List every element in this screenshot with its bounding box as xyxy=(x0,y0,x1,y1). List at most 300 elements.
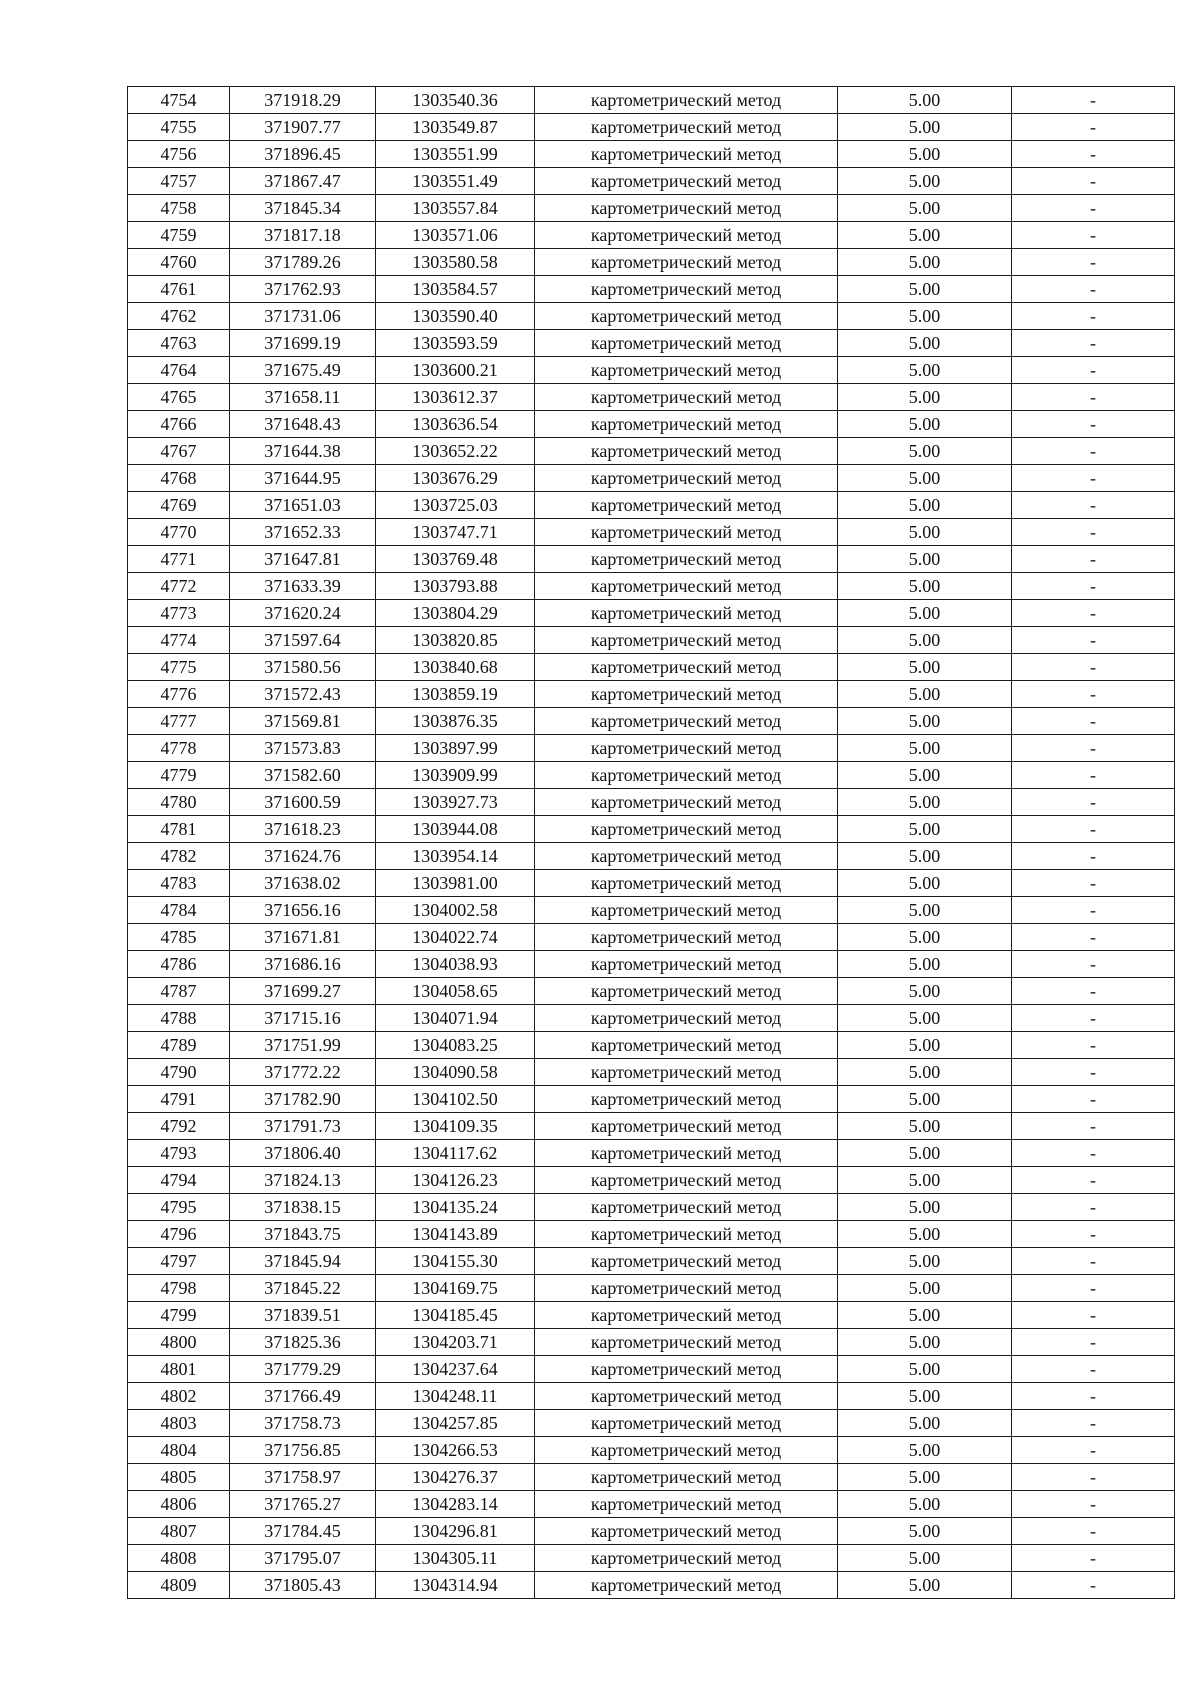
x-coordinate-cell: 371699.27 xyxy=(230,978,376,1005)
x-coordinate-cell: 371806.40 xyxy=(230,1140,376,1167)
note-cell: - xyxy=(1012,249,1175,276)
point-number-cell: 4772 xyxy=(128,573,230,600)
table-row xyxy=(128,1059,1175,1086)
x-coordinate-cell: 371620.24 xyxy=(230,600,376,627)
method-cell: картометрический метод xyxy=(535,330,838,357)
point-number-cell: 4774 xyxy=(128,627,230,654)
note-cell: - xyxy=(1012,978,1175,1005)
y-coordinate-cell: 1303927.73 xyxy=(376,789,535,816)
y-coordinate-cell: 1303676.29 xyxy=(376,465,535,492)
point-number-cell: 4789 xyxy=(128,1032,230,1059)
method-cell: картометрический метод xyxy=(535,1329,838,1356)
note-cell: - xyxy=(1012,708,1175,735)
note-cell: - xyxy=(1012,843,1175,870)
note-cell: - xyxy=(1012,1464,1175,1491)
table-row xyxy=(128,951,1175,978)
point-number-cell: 4799 xyxy=(128,1302,230,1329)
table-row xyxy=(128,843,1175,870)
point-number-cell: 4765 xyxy=(128,384,230,411)
note-cell: - xyxy=(1012,1248,1175,1275)
note-cell: - xyxy=(1012,114,1175,141)
accuracy-cell: 5.00 xyxy=(838,1464,1012,1491)
x-coordinate-cell: 371765.27 xyxy=(230,1491,376,1518)
note-cell: - xyxy=(1012,1302,1175,1329)
point-number-cell: 4797 xyxy=(128,1248,230,1275)
note-cell: - xyxy=(1012,330,1175,357)
x-coordinate-cell: 371758.97 xyxy=(230,1464,376,1491)
x-coordinate-cell: 371638.02 xyxy=(230,870,376,897)
y-coordinate-cell: 1303636.54 xyxy=(376,411,535,438)
note-cell: - xyxy=(1012,654,1175,681)
table-row xyxy=(128,1464,1175,1491)
x-coordinate-cell: 371766.49 xyxy=(230,1383,376,1410)
x-coordinate-cell: 371758.73 xyxy=(230,1410,376,1437)
table-row xyxy=(128,1491,1175,1518)
method-cell: картометрический метод xyxy=(535,627,838,654)
method-cell: картометрический метод xyxy=(535,681,838,708)
x-coordinate-cell: 371805.43 xyxy=(230,1572,376,1599)
y-coordinate-cell: 1304305.11 xyxy=(376,1545,535,1572)
method-cell: картометрический метод xyxy=(535,897,838,924)
table-row xyxy=(128,1275,1175,1302)
point-number-cell: 4793 xyxy=(128,1140,230,1167)
note-cell: - xyxy=(1012,897,1175,924)
point-number-cell: 4758 xyxy=(128,195,230,222)
table-row xyxy=(128,141,1175,168)
accuracy-cell: 5.00 xyxy=(838,1545,1012,1572)
method-cell: картометрический метод xyxy=(535,1194,838,1221)
accuracy-cell: 5.00 xyxy=(838,735,1012,762)
accuracy-cell: 5.00 xyxy=(838,1329,1012,1356)
y-coordinate-cell: 1303954.14 xyxy=(376,843,535,870)
note-cell: - xyxy=(1012,1275,1175,1302)
point-number-cell: 4760 xyxy=(128,249,230,276)
method-cell: картометрический метод xyxy=(535,1221,838,1248)
y-coordinate-cell: 1304248.11 xyxy=(376,1383,535,1410)
x-coordinate-cell: 371789.26 xyxy=(230,249,376,276)
point-number-cell: 4761 xyxy=(128,276,230,303)
x-coordinate-cell: 371756.85 xyxy=(230,1437,376,1464)
note-cell: - xyxy=(1012,276,1175,303)
note-cell: - xyxy=(1012,465,1175,492)
accuracy-cell: 5.00 xyxy=(838,897,1012,924)
accuracy-cell: 5.00 xyxy=(838,600,1012,627)
y-coordinate-cell: 1304169.75 xyxy=(376,1275,535,1302)
y-coordinate-cell: 1304071.94 xyxy=(376,1005,535,1032)
x-coordinate-cell: 371762.93 xyxy=(230,276,376,303)
note-cell: - xyxy=(1012,195,1175,222)
table-row xyxy=(128,519,1175,546)
y-coordinate-cell: 1304185.45 xyxy=(376,1302,535,1329)
note-cell: - xyxy=(1012,1086,1175,1113)
accuracy-cell: 5.00 xyxy=(838,1572,1012,1599)
x-coordinate-cell: 371867.47 xyxy=(230,168,376,195)
note-cell: - xyxy=(1012,627,1175,654)
accuracy-cell: 5.00 xyxy=(838,1356,1012,1383)
table-row xyxy=(128,492,1175,519)
method-cell: картометрический метод xyxy=(535,1356,838,1383)
accuracy-cell: 5.00 xyxy=(838,1383,1012,1410)
point-number-cell: 4779 xyxy=(128,762,230,789)
point-number-cell: 4773 xyxy=(128,600,230,627)
x-coordinate-cell: 371751.99 xyxy=(230,1032,376,1059)
y-coordinate-cell: 1303590.40 xyxy=(376,303,535,330)
x-coordinate-cell: 371699.19 xyxy=(230,330,376,357)
table-row xyxy=(128,897,1175,924)
y-coordinate-cell: 1304022.74 xyxy=(376,924,535,951)
note-cell: - xyxy=(1012,816,1175,843)
x-coordinate-cell: 371779.29 xyxy=(230,1356,376,1383)
point-number-cell: 4800 xyxy=(128,1329,230,1356)
table-row xyxy=(128,1410,1175,1437)
note-cell: - xyxy=(1012,1491,1175,1518)
method-cell: картометрический метод xyxy=(535,141,838,168)
y-coordinate-cell: 1304135.24 xyxy=(376,1194,535,1221)
table-row xyxy=(128,978,1175,1005)
y-coordinate-cell: 1304266.53 xyxy=(376,1437,535,1464)
point-number-cell: 4782 xyxy=(128,843,230,870)
method-cell: картометрический метод xyxy=(535,357,838,384)
method-cell: картометрический метод xyxy=(535,492,838,519)
x-coordinate-cell: 371795.07 xyxy=(230,1545,376,1572)
y-coordinate-cell: 1303725.03 xyxy=(376,492,535,519)
table-row xyxy=(128,438,1175,465)
accuracy-cell: 5.00 xyxy=(838,951,1012,978)
method-cell: картометрический метод xyxy=(535,1302,838,1329)
note-cell: - xyxy=(1012,600,1175,627)
x-coordinate-cell: 371918.29 xyxy=(230,87,376,114)
point-number-cell: 4801 xyxy=(128,1356,230,1383)
point-number-cell: 4798 xyxy=(128,1275,230,1302)
y-coordinate-cell: 1303804.29 xyxy=(376,600,535,627)
y-coordinate-cell: 1304109.35 xyxy=(376,1113,535,1140)
accuracy-cell: 5.00 xyxy=(838,681,1012,708)
table-row xyxy=(128,627,1175,654)
y-coordinate-cell: 1303909.99 xyxy=(376,762,535,789)
x-coordinate-cell: 371845.22 xyxy=(230,1275,376,1302)
note-cell: - xyxy=(1012,735,1175,762)
x-coordinate-cell: 371656.16 xyxy=(230,897,376,924)
x-coordinate-cell: 371633.39 xyxy=(230,573,376,600)
table-row xyxy=(128,573,1175,600)
y-coordinate-cell: 1304058.65 xyxy=(376,978,535,1005)
accuracy-cell: 5.00 xyxy=(838,843,1012,870)
point-number-cell: 4806 xyxy=(128,1491,230,1518)
y-coordinate-cell: 1303820.85 xyxy=(376,627,535,654)
table-row xyxy=(128,816,1175,843)
method-cell: картометрический метод xyxy=(535,168,838,195)
table-row xyxy=(128,222,1175,249)
x-coordinate-cell: 371839.51 xyxy=(230,1302,376,1329)
y-coordinate-cell: 1303876.35 xyxy=(376,708,535,735)
table-row xyxy=(128,276,1175,303)
note-cell: - xyxy=(1012,1059,1175,1086)
x-coordinate-cell: 371618.23 xyxy=(230,816,376,843)
method-cell: картометрический метод xyxy=(535,114,838,141)
table-row xyxy=(128,195,1175,222)
y-coordinate-cell: 1303897.99 xyxy=(376,735,535,762)
y-coordinate-cell: 1304002.58 xyxy=(376,897,535,924)
accuracy-cell: 5.00 xyxy=(838,627,1012,654)
y-coordinate-cell: 1303769.48 xyxy=(376,546,535,573)
point-number-cell: 4792 xyxy=(128,1113,230,1140)
method-cell: картометрический метод xyxy=(535,411,838,438)
table-row xyxy=(128,1545,1175,1572)
method-cell: картометрический метод xyxy=(535,735,838,762)
x-coordinate-cell: 371731.06 xyxy=(230,303,376,330)
accuracy-cell: 5.00 xyxy=(838,870,1012,897)
note-cell: - xyxy=(1012,789,1175,816)
method-cell: картометрический метод xyxy=(535,1275,838,1302)
note-cell: - xyxy=(1012,492,1175,519)
y-coordinate-cell: 1304257.85 xyxy=(376,1410,535,1437)
accuracy-cell: 5.00 xyxy=(838,168,1012,195)
y-coordinate-cell: 1303981.00 xyxy=(376,870,535,897)
method-cell: картометрический метод xyxy=(535,87,838,114)
table-row xyxy=(128,465,1175,492)
y-coordinate-cell: 1304296.81 xyxy=(376,1518,535,1545)
point-number-cell: 4805 xyxy=(128,1464,230,1491)
y-coordinate-cell: 1303580.58 xyxy=(376,249,535,276)
table-row xyxy=(128,1437,1175,1464)
table-row xyxy=(128,1356,1175,1383)
point-number-cell: 4777 xyxy=(128,708,230,735)
table-row xyxy=(128,924,1175,951)
table-row xyxy=(128,249,1175,276)
accuracy-cell: 5.00 xyxy=(838,708,1012,735)
accuracy-cell: 5.00 xyxy=(838,789,1012,816)
x-coordinate-cell: 371580.56 xyxy=(230,654,376,681)
accuracy-cell: 5.00 xyxy=(838,573,1012,600)
accuracy-cell: 5.00 xyxy=(838,1059,1012,1086)
note-cell: - xyxy=(1012,303,1175,330)
accuracy-cell: 5.00 xyxy=(838,249,1012,276)
x-coordinate-cell: 371791.73 xyxy=(230,1113,376,1140)
accuracy-cell: 5.00 xyxy=(838,384,1012,411)
method-cell: картометрический метод xyxy=(535,843,838,870)
point-number-cell: 4771 xyxy=(128,546,230,573)
y-coordinate-cell: 1303652.22 xyxy=(376,438,535,465)
note-cell: - xyxy=(1012,438,1175,465)
note-cell: - xyxy=(1012,1518,1175,1545)
y-coordinate-cell: 1304090.58 xyxy=(376,1059,535,1086)
method-cell: картометрический метод xyxy=(535,573,838,600)
note-cell: - xyxy=(1012,1113,1175,1140)
point-number-cell: 4784 xyxy=(128,897,230,924)
point-number-cell: 4796 xyxy=(128,1221,230,1248)
table-row xyxy=(128,303,1175,330)
method-cell: картометрический метод xyxy=(535,276,838,303)
accuracy-cell: 5.00 xyxy=(838,816,1012,843)
note-cell: - xyxy=(1012,1032,1175,1059)
y-coordinate-cell: 1304038.93 xyxy=(376,951,535,978)
table-row xyxy=(128,1140,1175,1167)
method-cell: картометрический метод xyxy=(535,1491,838,1518)
x-coordinate-cell: 371907.77 xyxy=(230,114,376,141)
table-row xyxy=(128,114,1175,141)
point-number-cell: 4790 xyxy=(128,1059,230,1086)
method-cell: картометрический метод xyxy=(535,195,838,222)
method-cell: картометрический метод xyxy=(535,870,838,897)
accuracy-cell: 5.00 xyxy=(838,1518,1012,1545)
accuracy-cell: 5.00 xyxy=(838,411,1012,438)
method-cell: картометрический метод xyxy=(535,384,838,411)
y-coordinate-cell: 1304126.23 xyxy=(376,1167,535,1194)
point-number-cell: 4808 xyxy=(128,1545,230,1572)
method-cell: картометрический метод xyxy=(535,762,838,789)
method-cell: картометрический метод xyxy=(535,519,838,546)
method-cell: картометрический метод xyxy=(535,1167,838,1194)
y-coordinate-cell: 1303793.88 xyxy=(376,573,535,600)
table-row xyxy=(128,870,1175,897)
y-coordinate-cell: 1303944.08 xyxy=(376,816,535,843)
y-coordinate-cell: 1303612.37 xyxy=(376,384,535,411)
x-coordinate-cell: 371772.22 xyxy=(230,1059,376,1086)
x-coordinate-cell: 371648.43 xyxy=(230,411,376,438)
y-coordinate-cell: 1304102.50 xyxy=(376,1086,535,1113)
x-coordinate-cell: 371715.16 xyxy=(230,1005,376,1032)
point-number-cell: 4804 xyxy=(128,1437,230,1464)
accuracy-cell: 5.00 xyxy=(838,1005,1012,1032)
x-coordinate-cell: 371582.60 xyxy=(230,762,376,789)
method-cell: картометрический метод xyxy=(535,1059,838,1086)
method-cell: картометрический метод xyxy=(535,654,838,681)
x-coordinate-cell: 371597.64 xyxy=(230,627,376,654)
accuracy-cell: 5.00 xyxy=(838,1248,1012,1275)
method-cell: картометрический метод xyxy=(535,465,838,492)
method-cell: картометрический метод xyxy=(535,1005,838,1032)
y-coordinate-cell: 1303747.71 xyxy=(376,519,535,546)
method-cell: картометрический метод xyxy=(535,222,838,249)
note-cell: - xyxy=(1012,384,1175,411)
accuracy-cell: 5.00 xyxy=(838,114,1012,141)
method-cell: картометрический метод xyxy=(535,789,838,816)
method-cell: картометрический метод xyxy=(535,1032,838,1059)
note-cell: - xyxy=(1012,546,1175,573)
accuracy-cell: 5.00 xyxy=(838,1113,1012,1140)
point-number-cell: 4809 xyxy=(128,1572,230,1599)
x-coordinate-cell: 371658.11 xyxy=(230,384,376,411)
table-row xyxy=(128,1302,1175,1329)
table-row xyxy=(128,708,1175,735)
note-cell: - xyxy=(1012,1437,1175,1464)
x-coordinate-cell: 371569.81 xyxy=(230,708,376,735)
y-coordinate-cell: 1303557.84 xyxy=(376,195,535,222)
point-number-cell: 4767 xyxy=(128,438,230,465)
note-cell: - xyxy=(1012,357,1175,384)
note-cell: - xyxy=(1012,411,1175,438)
point-number-cell: 4769 xyxy=(128,492,230,519)
accuracy-cell: 5.00 xyxy=(838,303,1012,330)
x-coordinate-cell: 371686.16 xyxy=(230,951,376,978)
note-cell: - xyxy=(1012,1005,1175,1032)
method-cell: картометрический метод xyxy=(535,1113,838,1140)
accuracy-cell: 5.00 xyxy=(838,1140,1012,1167)
point-number-cell: 4759 xyxy=(128,222,230,249)
accuracy-cell: 5.00 xyxy=(838,465,1012,492)
point-number-cell: 4791 xyxy=(128,1086,230,1113)
y-coordinate-cell: 1303600.21 xyxy=(376,357,535,384)
point-number-cell: 4763 xyxy=(128,330,230,357)
table-row xyxy=(128,1005,1175,1032)
y-coordinate-cell: 1304237.64 xyxy=(376,1356,535,1383)
note-cell: - xyxy=(1012,1545,1175,1572)
accuracy-cell: 5.00 xyxy=(838,1167,1012,1194)
table-row xyxy=(128,384,1175,411)
accuracy-cell: 5.00 xyxy=(838,222,1012,249)
point-number-cell: 4754 xyxy=(128,87,230,114)
accuracy-cell: 5.00 xyxy=(838,654,1012,681)
table-row xyxy=(128,1383,1175,1410)
point-number-cell: 4770 xyxy=(128,519,230,546)
accuracy-cell: 5.00 xyxy=(838,141,1012,168)
method-cell: картометрический метод xyxy=(535,708,838,735)
point-number-cell: 4756 xyxy=(128,141,230,168)
x-coordinate-cell: 371782.90 xyxy=(230,1086,376,1113)
note-cell: - xyxy=(1012,519,1175,546)
method-cell: картометрический метод xyxy=(535,1140,838,1167)
point-number-cell: 4803 xyxy=(128,1410,230,1437)
table-row xyxy=(128,600,1175,627)
table-row xyxy=(128,87,1175,114)
accuracy-cell: 5.00 xyxy=(838,1302,1012,1329)
note-cell: - xyxy=(1012,1194,1175,1221)
method-cell: картометрический метод xyxy=(535,924,838,951)
x-coordinate-cell: 371784.45 xyxy=(230,1518,376,1545)
note-cell: - xyxy=(1012,870,1175,897)
y-coordinate-cell: 1303549.87 xyxy=(376,114,535,141)
method-cell: картометрический метод xyxy=(535,978,838,1005)
method-cell: картометрический метод xyxy=(535,1518,838,1545)
accuracy-cell: 5.00 xyxy=(838,1221,1012,1248)
table-row xyxy=(128,1221,1175,1248)
y-coordinate-cell: 1304203.71 xyxy=(376,1329,535,1356)
accuracy-cell: 5.00 xyxy=(838,519,1012,546)
y-coordinate-cell: 1303551.49 xyxy=(376,168,535,195)
x-coordinate-cell: 371845.94 xyxy=(230,1248,376,1275)
y-coordinate-cell: 1304117.62 xyxy=(376,1140,535,1167)
x-coordinate-cell: 371896.45 xyxy=(230,141,376,168)
accuracy-cell: 5.00 xyxy=(838,1275,1012,1302)
point-number-cell: 4755 xyxy=(128,114,230,141)
accuracy-cell: 5.00 xyxy=(838,762,1012,789)
note-cell: - xyxy=(1012,573,1175,600)
method-cell: картометрический метод xyxy=(535,951,838,978)
accuracy-cell: 5.00 xyxy=(838,546,1012,573)
method-cell: картометрический метод xyxy=(535,1383,838,1410)
point-number-cell: 4795 xyxy=(128,1194,230,1221)
method-cell: картометрический метод xyxy=(535,1410,838,1437)
table-row xyxy=(128,1248,1175,1275)
x-coordinate-cell: 371573.83 xyxy=(230,735,376,762)
accuracy-cell: 5.00 xyxy=(838,87,1012,114)
y-coordinate-cell: 1304083.25 xyxy=(376,1032,535,1059)
point-number-cell: 4757 xyxy=(128,168,230,195)
method-cell: картометрический метод xyxy=(535,438,838,465)
accuracy-cell: 5.00 xyxy=(838,276,1012,303)
point-number-cell: 4781 xyxy=(128,816,230,843)
x-coordinate-cell: 371843.75 xyxy=(230,1221,376,1248)
table-row xyxy=(128,330,1175,357)
x-coordinate-cell: 371652.33 xyxy=(230,519,376,546)
x-coordinate-cell: 371675.49 xyxy=(230,357,376,384)
method-cell: картометрический метод xyxy=(535,600,838,627)
accuracy-cell: 5.00 xyxy=(838,1086,1012,1113)
note-cell: - xyxy=(1012,1329,1175,1356)
method-cell: картометрический метод xyxy=(535,1248,838,1275)
point-number-cell: 4766 xyxy=(128,411,230,438)
y-coordinate-cell: 1304143.89 xyxy=(376,1221,535,1248)
